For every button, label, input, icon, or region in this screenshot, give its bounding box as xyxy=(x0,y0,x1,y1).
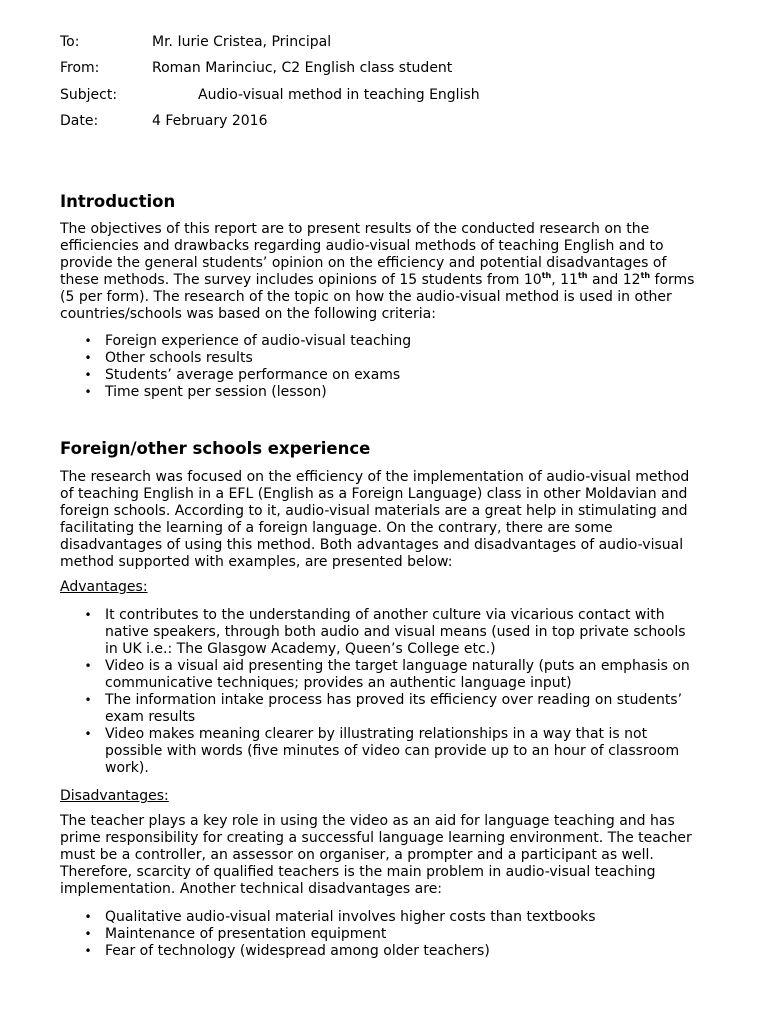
paragraph-line: efficiencies and drawbacks regarding audio-visual methods of teaching English and to xyxy=(60,238,664,254)
list-item-text: Qualitative audio-visual material involves higher costs than textbooks xyxy=(105,909,596,925)
list-item xyxy=(60,909,720,926)
bullet-icon: • xyxy=(84,927,92,941)
advantages-list xyxy=(60,607,720,777)
bullet-icon: • xyxy=(84,727,92,741)
paragraph-line: countries/schools was based on the following criteria: xyxy=(60,306,436,322)
paragraph-line: foreign schools. According to it, audio-visual materials are a great help in stimulating and xyxy=(60,503,688,519)
list-item-text: Maintenance of presentation equipment xyxy=(105,926,387,942)
list-item-text: Fear of technology (widespread among older teachers) xyxy=(105,943,490,959)
paragraph-line: Therefore, scarcity of qualified teachers is the main problem in audio-visual teaching xyxy=(60,864,656,880)
forms-text: these methods. The survey includes opinions of 15 students from 10 xyxy=(60,272,542,288)
ordinal-suffix: th xyxy=(577,271,588,280)
bullet-icon: • xyxy=(84,334,92,348)
bullet-icon: • xyxy=(84,368,92,382)
list-item-text: The information intake process has proved its efficiency over reading on students’ xyxy=(105,692,683,708)
paragraph-line: The objectives of this report are to present results of the conducted research on the xyxy=(60,221,650,237)
memo-date-label: Date: xyxy=(60,113,99,129)
memo-subject-value: Audio-visual method in teaching English xyxy=(198,87,480,103)
list-item xyxy=(60,692,720,726)
forms-line xyxy=(60,272,710,289)
list-item xyxy=(60,384,720,401)
paragraph-line: (5 per form). The research of the topic on how the audio-visual method is used in other xyxy=(60,289,672,305)
experience-paragraph xyxy=(60,469,710,571)
bullet-icon: • xyxy=(84,693,92,707)
list-item xyxy=(60,926,720,943)
criteria-list xyxy=(60,333,720,401)
forms-text: , 11 xyxy=(551,272,578,288)
list-item xyxy=(60,607,720,658)
paragraph-line: prime responsibility for creating a successful language learning environment. The teacher xyxy=(60,830,692,846)
disadvantages-heading: Disadvantages: xyxy=(60,788,169,804)
memo-to-label: To: xyxy=(60,34,80,50)
memo-from-value: Roman Marinciuc, C2 English class student xyxy=(152,60,453,76)
bullet-icon: • xyxy=(84,944,92,958)
memo-from-label: From: xyxy=(60,60,100,76)
paragraph-line: disadvantages of using this method. Both advantages and disadvantages of audio-visual xyxy=(60,537,684,553)
list-item-text: Students’ average performance on exams xyxy=(105,367,401,383)
list-item-text: exam results xyxy=(105,709,196,725)
list-item-text: in UK i.e.: The Glasgow Academy, Queen’s College etc.) xyxy=(105,641,496,657)
forms-text: and 12 xyxy=(587,272,641,288)
list-item-text: work). xyxy=(105,760,149,776)
list-item-text: Video makes meaning clearer by illustrating relationships in a way that is not xyxy=(105,726,648,742)
list-item-text: communicative techniques; provides an authentic language input) xyxy=(105,675,572,691)
list-item-text: Other schools results xyxy=(105,350,253,366)
bullet-icon: • xyxy=(84,608,92,622)
ordinal-suffix: th xyxy=(541,271,552,280)
experience-heading: Foreign/other schools experience xyxy=(60,439,371,458)
disadvantages-paragraph xyxy=(60,813,710,898)
list-item-text: Foreign experience of audio-visual teaching xyxy=(105,333,412,349)
list-item xyxy=(60,350,720,367)
bullet-icon: • xyxy=(84,659,92,673)
disadvantages-list xyxy=(60,909,720,960)
memo-date-value: 4 February 2016 xyxy=(152,113,268,129)
list-item xyxy=(60,367,720,384)
bullet-icon: • xyxy=(84,351,92,365)
paragraph-line: provide the general students’ opinion on the efficiency and potential disadvantages of xyxy=(60,255,667,271)
paragraph-line: must be a controller, an assessor on organiser, a prompter and a participant as well. xyxy=(60,847,654,863)
list-item-text: native speakers, through both audio and visual means (used in top private schools xyxy=(105,624,686,640)
list-item xyxy=(60,943,720,960)
memo-to-value: Mr. Iurie Cristea, Principal xyxy=(152,34,332,50)
list-item-text: It contributes to the understanding of another culture via vicarious contact with xyxy=(105,607,665,623)
forms-text: forms xyxy=(650,272,695,288)
bullet-icon: • xyxy=(84,910,92,924)
introduction-heading: Introduction xyxy=(60,192,176,211)
ordinal-suffix: th xyxy=(640,271,651,280)
paragraph-line: The teacher plays a key role in using the video as an aid for language teaching and has xyxy=(60,813,675,829)
paragraph-line: of teaching English in a EFL (English as a Foreign Language) class in other Moldavian and xyxy=(60,486,688,502)
introduction-paragraph xyxy=(60,221,710,323)
paragraph-line: implementation. Another technical disadvantages are: xyxy=(60,881,443,897)
bullet-icon: • xyxy=(84,385,92,399)
list-item-text: Time spent per session (lesson) xyxy=(105,384,327,400)
paragraph-line: The research was focused on the efficiency of the implementation of audio-visual method xyxy=(60,469,690,485)
list-item xyxy=(60,333,720,350)
list-item-text: Video is a visual aid presenting the target language naturally (puts an emphasis on xyxy=(105,658,690,674)
memo-subject-label: Subject: xyxy=(60,87,118,103)
paragraph-line: facilitating the learning of a foreign language. On the contrary, there are some xyxy=(60,520,613,536)
list-item xyxy=(60,658,720,692)
list-item xyxy=(60,726,720,777)
advantages-heading: Advantages: xyxy=(60,579,148,595)
list-item-text: possible with words (five minutes of video can provide up to an hour of classroom xyxy=(105,743,680,759)
paragraph-line: method supported with examples, are presented below: xyxy=(60,554,453,570)
